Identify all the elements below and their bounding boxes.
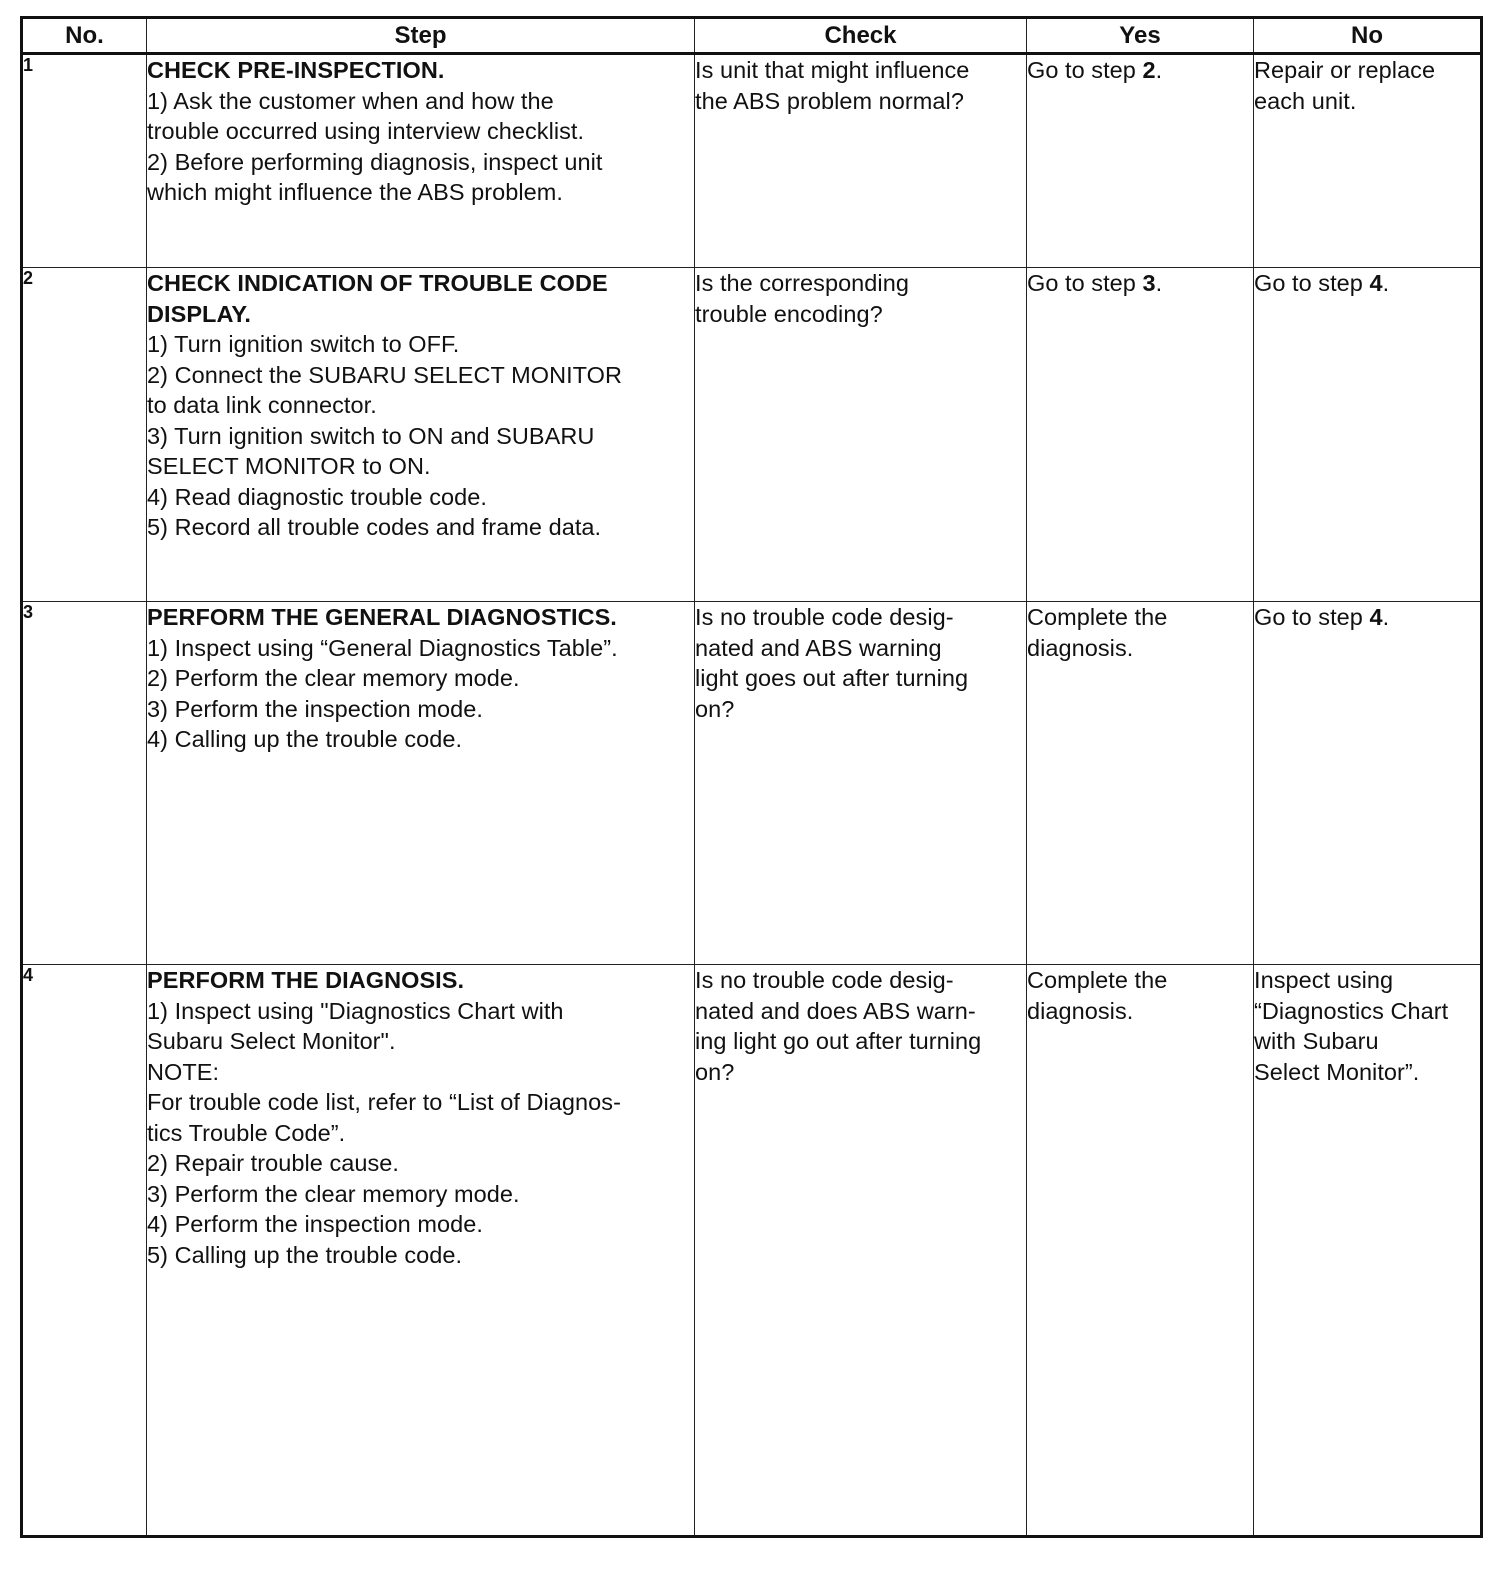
- yes-step-ref: 2: [1142, 57, 1156, 83]
- check-cell: [695, 268, 1027, 602]
- yes-line: Complete the: [1027, 604, 1168, 630]
- check-line: trouble encoding?: [695, 300, 883, 327]
- no-suffix: .: [1382, 604, 1390, 630]
- check-line: Is no trouble code desig-: [695, 604, 954, 630]
- check-line: Is the corresponding: [695, 270, 909, 296]
- step-line: 2) Repair trouble cause.: [147, 1150, 400, 1176]
- check-cell: [695, 54, 1027, 268]
- table-row: [22, 965, 1482, 1537]
- step-line: trouble occurred using interview checklist.: [147, 118, 585, 144]
- yes-cell: [1027, 602, 1254, 965]
- step-cell: [147, 965, 695, 1537]
- step-line: 4) Read diagnostic trouble code.: [147, 483, 487, 510]
- no-line: Inspect using: [1254, 967, 1394, 993]
- header-check: Check: [695, 18, 1027, 54]
- note-label: NOTE:: [147, 1058, 220, 1085]
- diagnosis-table: [20, 16, 1483, 1538]
- step-line: 3) Perform the inspection mode.: [147, 695, 483, 722]
- yes-cell: [1027, 965, 1254, 1537]
- step-title: DISPLAY.: [147, 300, 252, 327]
- no-suffix: .: [1382, 270, 1390, 296]
- step-line: 2) Perform the clear memory mode.: [147, 665, 520, 691]
- step-line: 1) Inspect using "Diagnostics Chart with: [147, 997, 564, 1024]
- header-yes: Yes: [1027, 18, 1254, 54]
- step-line: 1) Ask the customer when and how the: [147, 87, 554, 114]
- header-no: No.: [22, 18, 147, 54]
- step-line: 3) Perform the clear memory mode.: [147, 1180, 520, 1207]
- yes-cell: [1027, 268, 1254, 602]
- no-text: Go to step: [1254, 604, 1370, 630]
- no-text: Go to step: [1254, 270, 1370, 296]
- yes-text: Go to step: [1027, 270, 1143, 296]
- step-title: PERFORM THE GENERAL DIAGNOSTICS.: [147, 604, 617, 630]
- check-line: nated and does ABS warn-: [695, 997, 976, 1024]
- table-row: [22, 54, 1482, 268]
- step-line: 5) Record all trouble codes and frame data.: [147, 514, 602, 540]
- no-cell: [1254, 602, 1482, 965]
- step-number: 4: [22, 965, 147, 1537]
- no-line: Repair or replace: [1254, 57, 1436, 83]
- check-line: light goes out after turning: [695, 665, 969, 691]
- step-line: which might influence the ABS problem.: [147, 179, 563, 205]
- check-line: on?: [695, 1058, 735, 1085]
- yes-line: diagnosis.: [1027, 634, 1134, 661]
- check-line: ing light go out after turning: [695, 1028, 982, 1054]
- step-line: 1) Inspect using “General Diagnostics Table”.: [147, 634, 618, 661]
- step-line: 3) Turn ignition switch to ON and SUBARU: [147, 422, 595, 449]
- note-text: For trouble code list, refer to “List of Diagnos-: [147, 1089, 621, 1115]
- step-line: 2) Before performing diagnosis, inspect unit: [147, 148, 603, 175]
- step-line: 4) Perform the inspection mode.: [147, 1211, 483, 1237]
- yes-step-ref: 3: [1142, 270, 1156, 296]
- step-line: to data link connector.: [147, 392, 377, 418]
- step-cell: [147, 602, 695, 965]
- yes-suffix: .: [1155, 57, 1163, 83]
- step-title: CHECK INDICATION OF TROUBLE CODE: [147, 270, 608, 296]
- yes-cell: [1027, 54, 1254, 268]
- step-line: 5) Calling up the trouble code.: [147, 1241, 463, 1268]
- step-number: 1: [22, 54, 147, 268]
- check-cell: [695, 965, 1027, 1537]
- no-line: each unit.: [1254, 87, 1357, 114]
- yes-suffix: .: [1155, 270, 1163, 296]
- step-number: 2: [22, 268, 147, 602]
- step-line: Subaru Select Monitor".: [147, 1028, 396, 1054]
- check-cell: [695, 602, 1027, 965]
- no-step-ref: 4: [1369, 604, 1383, 630]
- header-step: Step: [147, 18, 695, 54]
- yes-line: Complete the: [1027, 967, 1168, 993]
- step-line: 4) Calling up the trouble code.: [147, 726, 463, 752]
- step-line: SELECT MONITOR to ON.: [147, 453, 431, 479]
- no-cell: [1254, 54, 1482, 268]
- check-line: the ABS problem normal?: [695, 87, 964, 114]
- check-line: Is no trouble code desig-: [695, 967, 954, 993]
- yes-line: diagnosis.: [1027, 997, 1134, 1024]
- step-line: 1) Turn ignition switch to OFF.: [147, 331, 460, 357]
- table-header-row: [22, 18, 1482, 54]
- note-text: tics Trouble Code”.: [147, 1119, 346, 1146]
- table-row: [22, 268, 1482, 602]
- no-line: “Diagnostics Chart: [1254, 997, 1449, 1024]
- check-line: on?: [695, 695, 735, 722]
- step-title: PERFORM THE DIAGNOSIS.: [147, 967, 465, 993]
- no-line: Select Monitor”.: [1254, 1058, 1420, 1085]
- no-line: with Subaru: [1254, 1028, 1379, 1054]
- no-cell: [1254, 965, 1482, 1537]
- no-cell: [1254, 268, 1482, 602]
- step-cell: [147, 54, 695, 268]
- step-title: CHECK PRE-INSPECTION.: [147, 57, 445, 83]
- yes-text: Go to step: [1027, 57, 1143, 83]
- check-line: Is unit that might influence: [695, 57, 970, 83]
- step-number: 3: [22, 602, 147, 965]
- table-row: [22, 602, 1482, 965]
- step-line: 2) Connect the SUBARU SELECT MONITOR: [147, 361, 623, 388]
- check-line: nated and ABS warning: [695, 634, 942, 661]
- step-cell: [147, 268, 695, 602]
- no-step-ref: 4: [1369, 270, 1383, 296]
- header-no-result: No: [1254, 18, 1482, 54]
